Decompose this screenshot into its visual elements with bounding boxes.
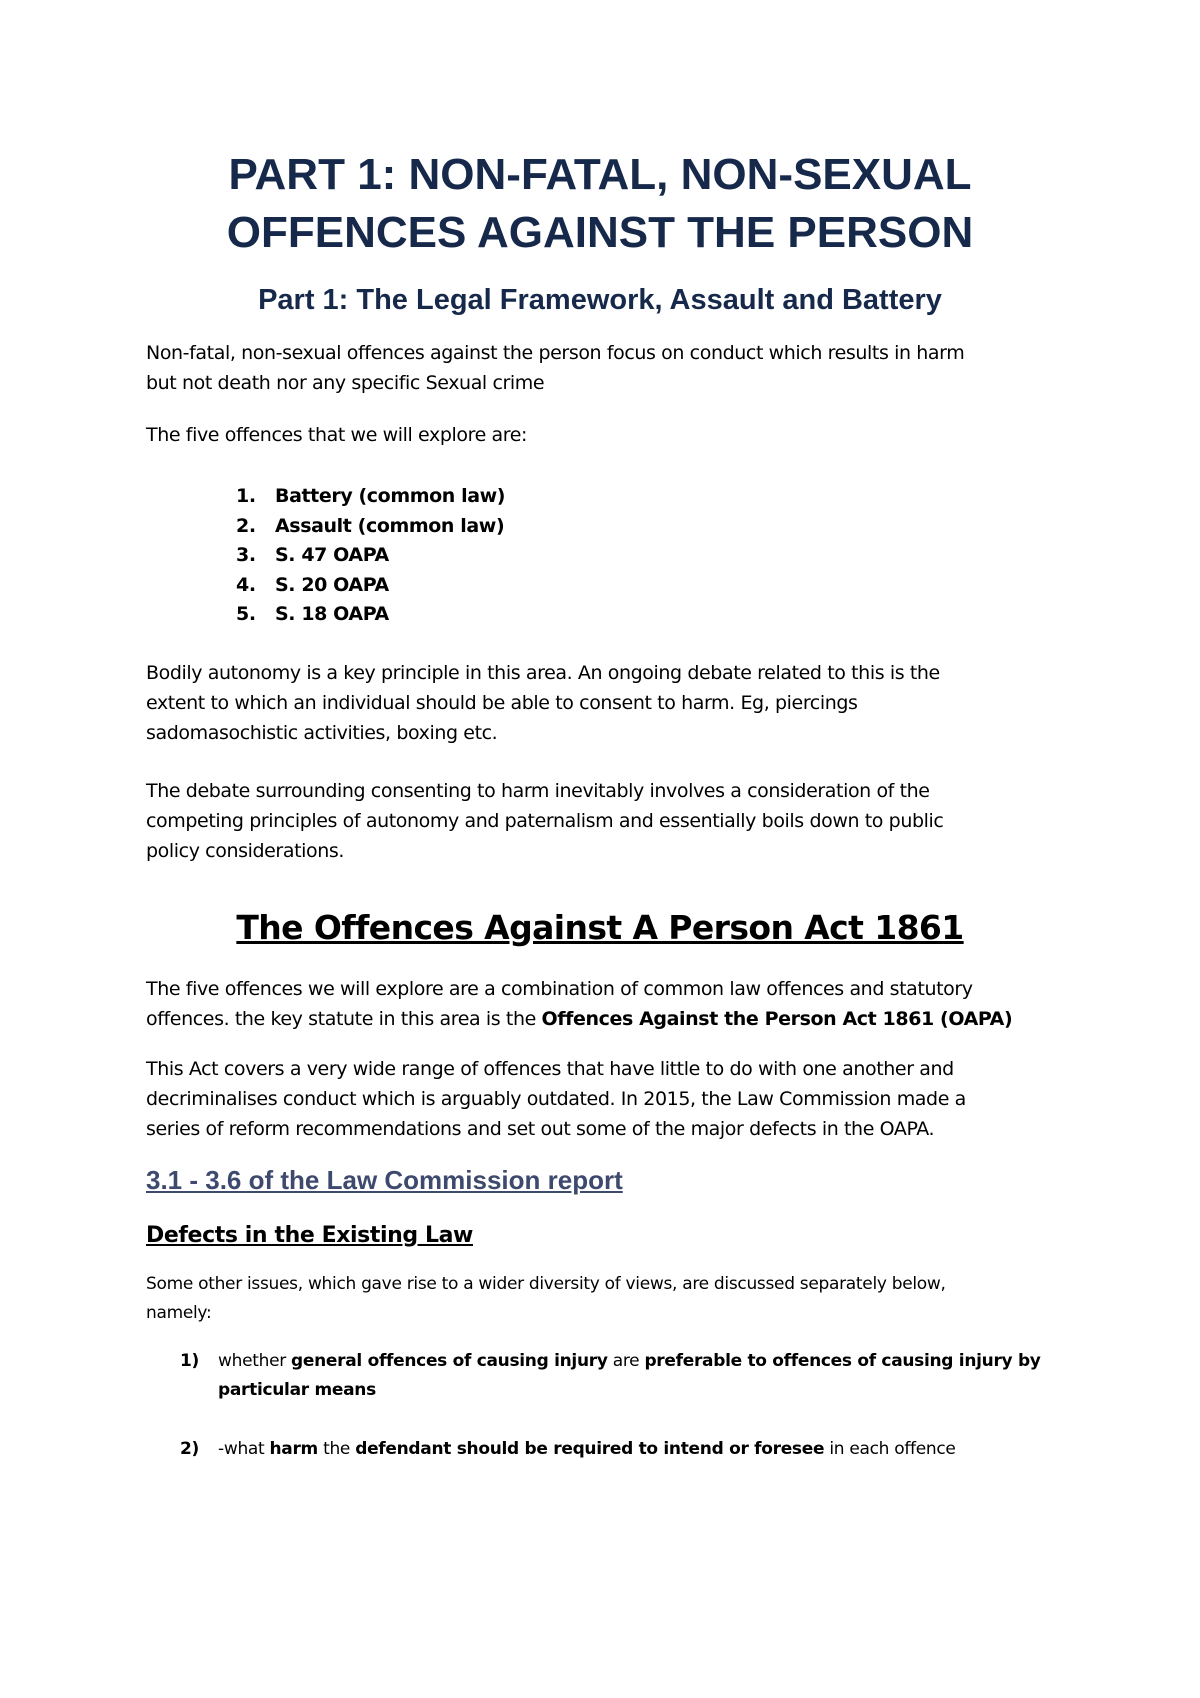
autonomy-line-1: Bodily autonomy is a key principle in this area. An ongoing debate related to this is the <box>146 662 940 684</box>
title-line-2: OFFENCES AGAINST THE PERSON <box>226 208 974 257</box>
act-covers-line-3: series of reform recommendations and set out some of the major defects in the OAPA. <box>146 1118 935 1140</box>
law-commission-heading[interactable]: 3.1 - 3.6 of the Law Commission report <box>146 1165 623 1195</box>
debate-line-2: competing principles of autonomy and paternalism and essentially boils down to public <box>146 810 944 832</box>
combo-line-2: offences. the key statute in this area is the Offences Against the Person Act 1861 (OAPA) <box>146 1008 1013 1030</box>
title-line-1: PART 1: NON-FATAL, NON-SEXUAL <box>228 150 972 199</box>
combination-paragraph <box>146 974 1066 1034</box>
combo-line-1: The five offences we will explore are a combination of common law offences and statutory <box>146 978 973 1000</box>
list-item: 2. Assault (common law) <box>236 514 505 537</box>
offences-list <box>236 482 505 630</box>
document-title <box>0 146 1200 262</box>
intro-line-1: Non-fatal, non-sexual offences against the person focus on conduct which results in harm <box>146 342 965 364</box>
intro-line-2: but not death nor any specific Sexual crime <box>146 372 545 394</box>
list-item: 3. S. 47 OAPA <box>236 544 389 566</box>
act-covers-line-1: This Act covers a very wide range of offences that have little to do with one another and <box>146 1058 954 1080</box>
document-subtitle: Part 1: The Legal Framework, Assault and Battery <box>258 284 942 316</box>
list-item: 4. S. 20 OAPA <box>236 573 389 596</box>
debate-paragraph <box>146 776 1066 866</box>
list-item: 1. Battery (common law) <box>236 485 506 507</box>
act-covers-line-2: decriminalises conduct which is arguably outdated. In 2015, the Law Commission made a <box>146 1088 966 1110</box>
act-heading: The Offences Against A Person Act 1861 <box>236 908 964 947</box>
debate-line-1: The debate surrounding consenting to harm inevitably involves a consideration of the <box>146 780 930 802</box>
act-covers-paragraph <box>146 1054 1066 1144</box>
intro-paragraph <box>146 338 1066 398</box>
autonomy-paragraph <box>146 658 1066 748</box>
defects-heading: Defects in the Existing Law <box>146 1223 473 1248</box>
five-offences-intro: The five offences that we will explore are: <box>146 424 528 446</box>
issue-item-2: 2) -what harm the defendant should be required to intend or foresee in each offence <box>180 1439 956 1459</box>
issues-paragraph <box>146 1270 1046 1328</box>
list-item: 5. S. 18 OAPA <box>236 603 389 625</box>
issues-line-1: Some other issues, which gave rise to a wider diversity of views, are discussed separately below, <box>146 1274 946 1294</box>
debate-line-3: policy considerations. <box>146 840 345 862</box>
issue-item-1: 1) whether general offences of causing injury are preferable to offences of causing injury by particular means <box>180 1351 1041 1400</box>
autonomy-line-3: sadomasochistic activities, boxing etc. <box>146 722 498 744</box>
issues-line-2: namely: <box>146 1303 212 1323</box>
autonomy-line-2: extent to which an individual should be able to consent to harm. Eg, piercings <box>146 692 858 714</box>
